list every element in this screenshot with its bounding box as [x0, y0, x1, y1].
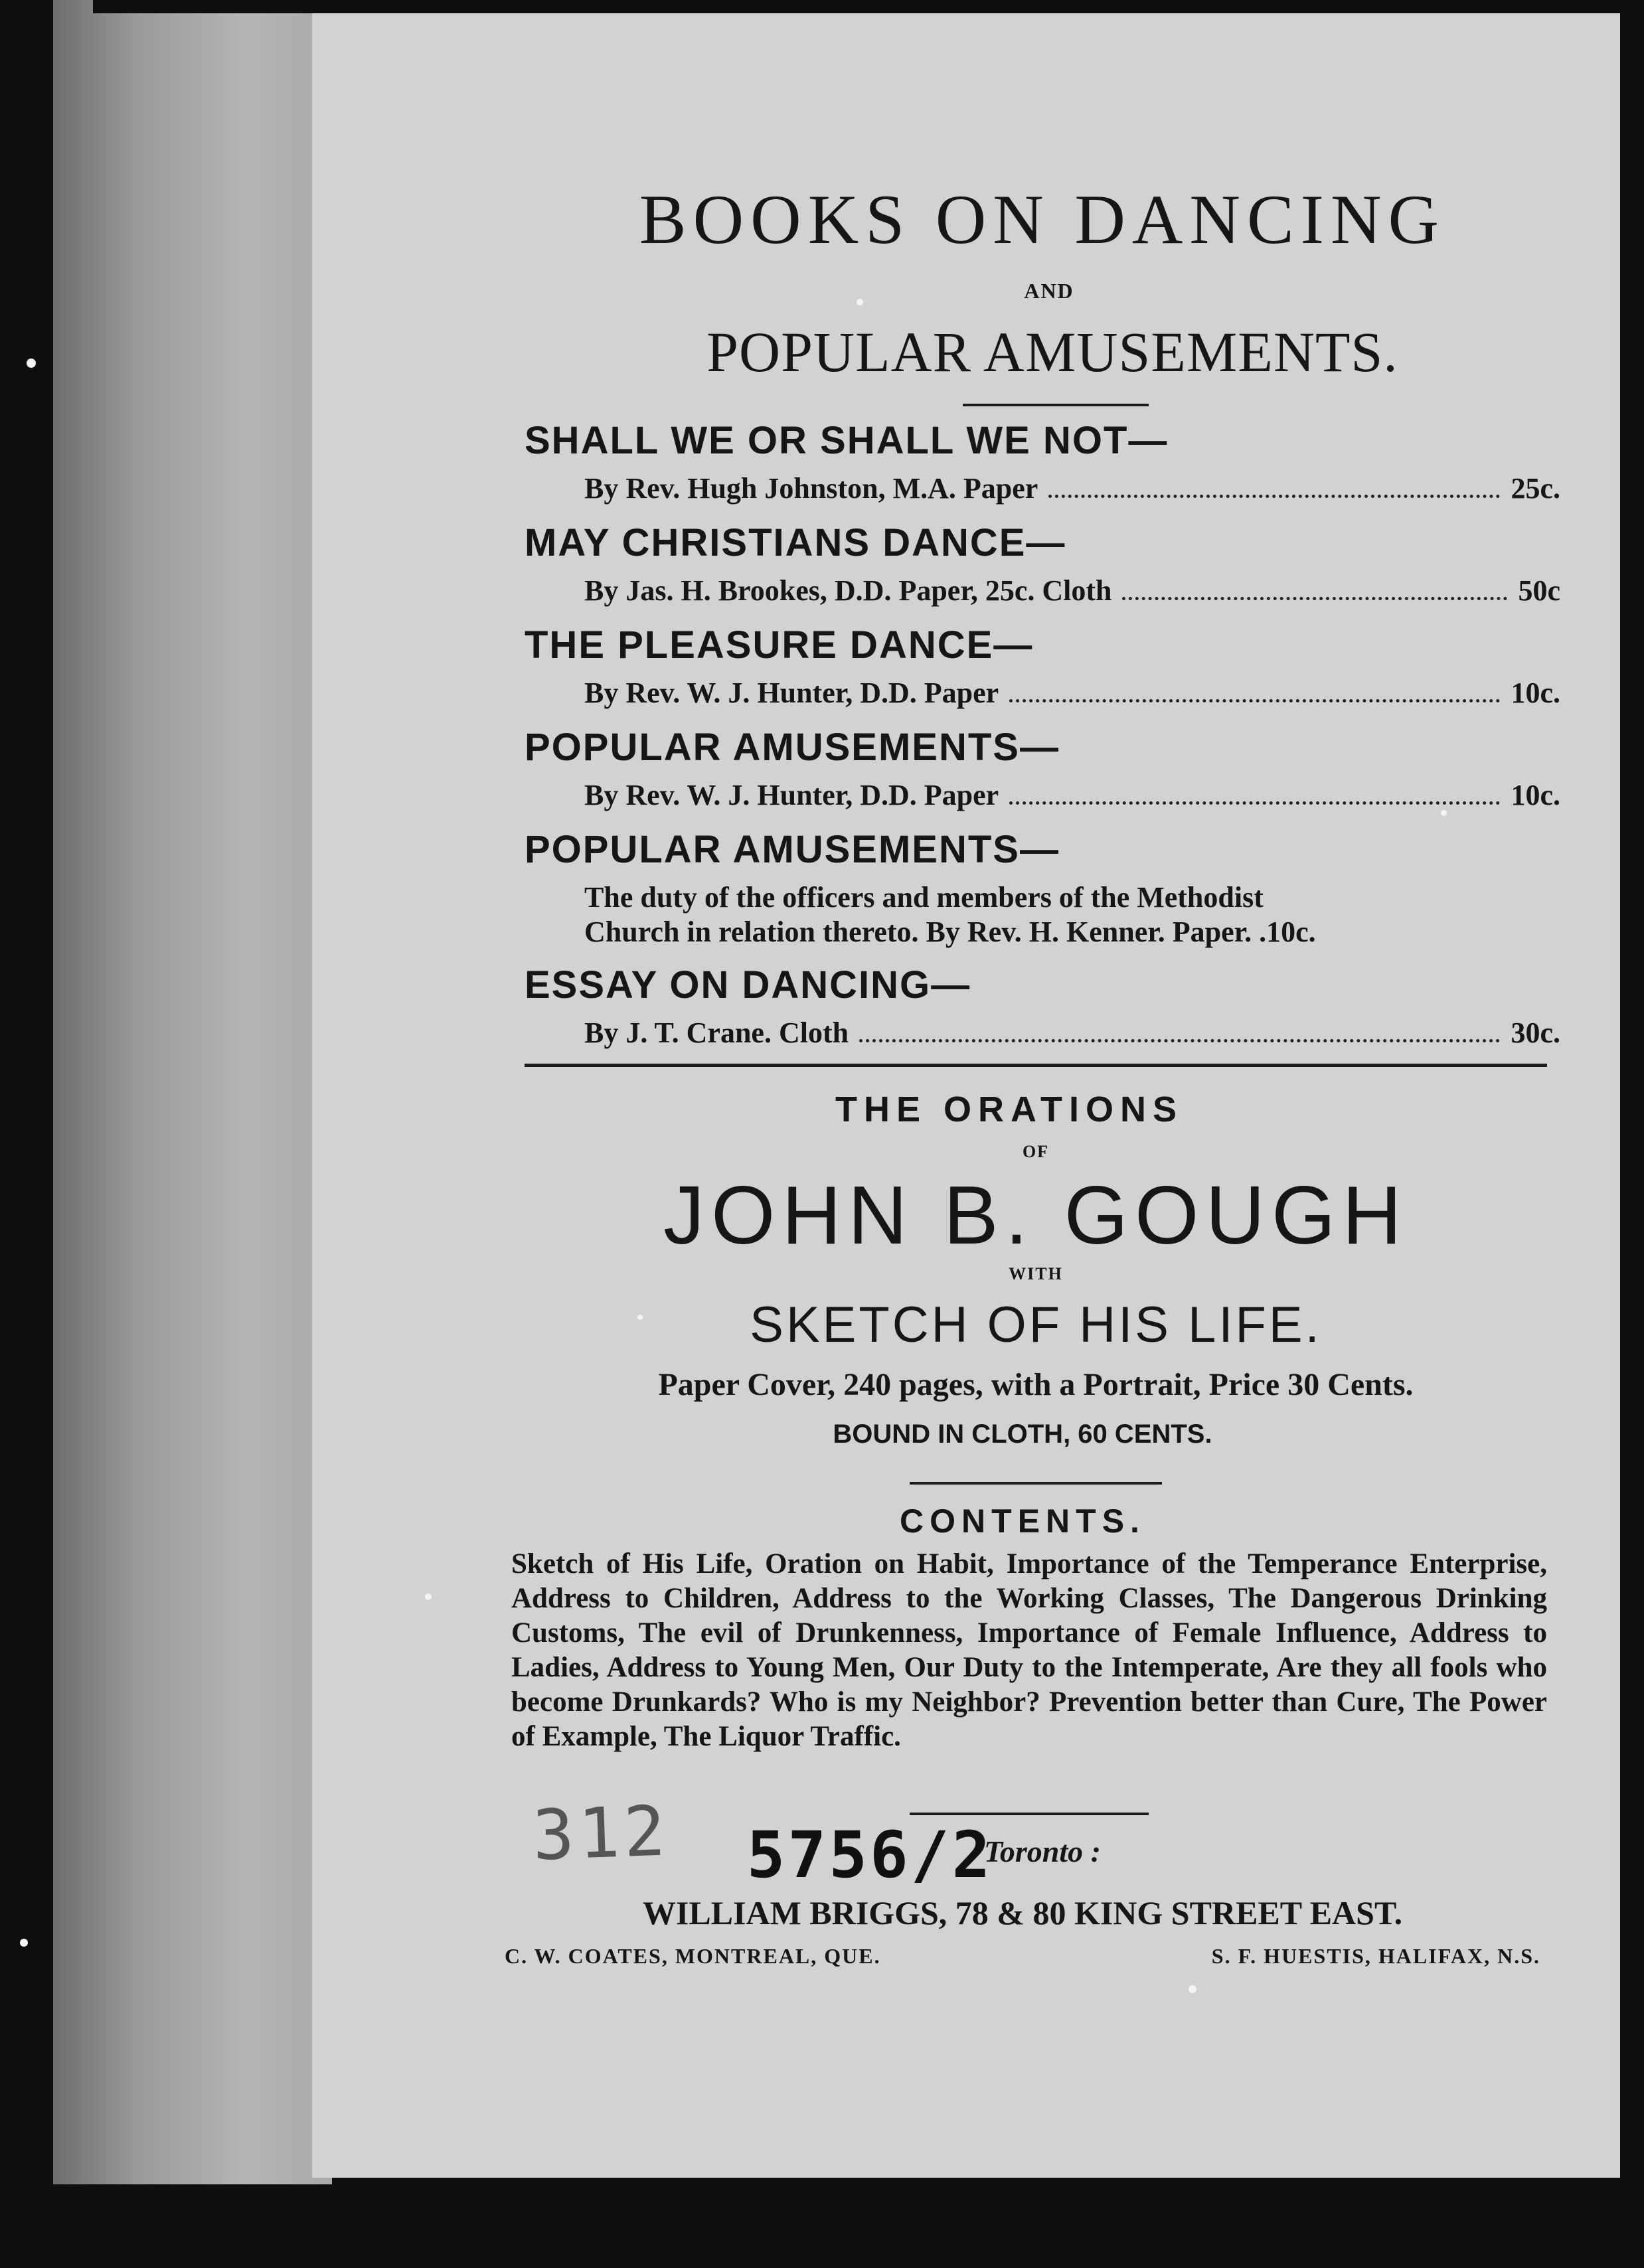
scan-border-bottom [0, 2184, 1644, 2268]
stamp-number-left: 312 [531, 1790, 671, 1876]
cloth-line: BOUND IN CLOTH, 60 CENTS. [833, 1419, 1212, 1449]
sketch-title: SKETCH OF HIS LIFE. [750, 1297, 1322, 1353]
book-byline: Church in relation thereto. By Rev. H. Kenner. Paper. .10c. [584, 916, 1316, 948]
book-byline: By Rev. Hugh Johnston, M.A. Paper [584, 472, 1038, 505]
scan-border-top [93, 0, 1644, 13]
book-line [584, 676, 1560, 710]
paper-cover-line: Paper Cover, 240 pages, with a Portrait, Price 30 Cents. [658, 1367, 1414, 1402]
leader-dots [859, 1039, 1500, 1042]
orator-name: JOHN B. GOUGH [663, 1170, 1409, 1261]
book-byline: By Rev. W. J. Hunter, D.D. Paper [584, 677, 999, 709]
book-title: POPULAR AMUSEMENTS— [525, 726, 1060, 769]
book-price: 10c. [1511, 677, 1560, 709]
agent-montreal: C. W. COATES, MONTREAL, QUE. [505, 1944, 881, 1968]
header-divider [963, 404, 1149, 406]
book-price: 25c. [1511, 472, 1560, 505]
book-byline: By Jas. H. Brookes, D.D. Paper, 25c. Cloth [584, 574, 1112, 607]
book-line [584, 915, 1560, 949]
agent-halifax: S. F. HUESTIS, HALIFAX, N.S. [1211, 1944, 1540, 1968]
leader-dots [1009, 801, 1500, 805]
book-price: 50c [1518, 574, 1560, 607]
paper-speck [1189, 1985, 1196, 1993]
book-title: THE PLEASURE DANCE— [525, 623, 1034, 667]
book-byline: By Rev. W. J. Hunter, D.D. Paper [584, 779, 999, 811]
orations-heading: THE ORATIONS [835, 1090, 1183, 1129]
of-label: OF [1022, 1142, 1050, 1161]
page-edge [53, 0, 332, 2184]
paper-speck [1441, 810, 1447, 816]
publisher-name: WILLIAM BRIGGS, 78 & 80 KING STREET EAST. [642, 1894, 1403, 1931]
contents-heading: CONTENTS. [900, 1502, 1145, 1540]
book-title: POPULAR AMUSEMENTS— [525, 828, 1060, 871]
book-title: MAY CHRISTIANS DANCE— [525, 521, 1066, 564]
page-subtitle: POPULAR AMUSEMENTS. [706, 320, 1398, 384]
with-label: WITH [1009, 1264, 1063, 1283]
contents-text: Sketch of His Life, Oration on Habit, Importance of the Temperance Enterprise, Address to Children, Address to the Working Classes, The Dangerous Drinking Customs, The evil of Drunkenness, Importance of Female Influence, Address to Ladies, Address to Young Men, Our Duty to the Intemperate, Are they all fools who become Drunkards? Who is my Neighbor? Prevention better than Cure, The Power of Example, The Liquor Traffic. [511, 1548, 1547, 1752]
and-label: AND [1024, 279, 1074, 303]
book-line [584, 1016, 1560, 1050]
book-price: 10c. [1511, 779, 1560, 811]
paper-speck [425, 1593, 432, 1600]
book-byline: By J. T. Crane. Cloth [584, 1016, 849, 1049]
paper-speck [857, 299, 863, 305]
book-line [584, 778, 1560, 813]
section-divider [525, 1064, 1547, 1067]
paper-speck [27, 359, 36, 368]
book-line [584, 880, 1560, 914]
publisher-city: Toronto : [984, 1834, 1101, 1868]
book-line [584, 574, 1560, 608]
stamp-number-right: 5756/2 [746, 1818, 993, 1892]
book-description: The duty of the officers and members of the Methodist [584, 881, 1264, 914]
leader-dots [1009, 699, 1500, 702]
leader-dots [1048, 495, 1500, 498]
book-price: 30c. [1511, 1016, 1560, 1049]
leader-dots [1122, 597, 1507, 600]
book-line [584, 471, 1560, 506]
orations-divider [910, 1482, 1162, 1485]
contents-divider [910, 1813, 1149, 1815]
page-title: BOOKS ON DANCING [639, 181, 1446, 258]
book-title: ESSAY ON DANCING— [525, 963, 971, 1007]
paper-speck [637, 1315, 643, 1320]
book-title: SHALL WE OR SHALL WE NOT— [525, 419, 1169, 462]
scan-border-right [1620, 0, 1644, 2268]
paper-speck [20, 1939, 28, 1947]
